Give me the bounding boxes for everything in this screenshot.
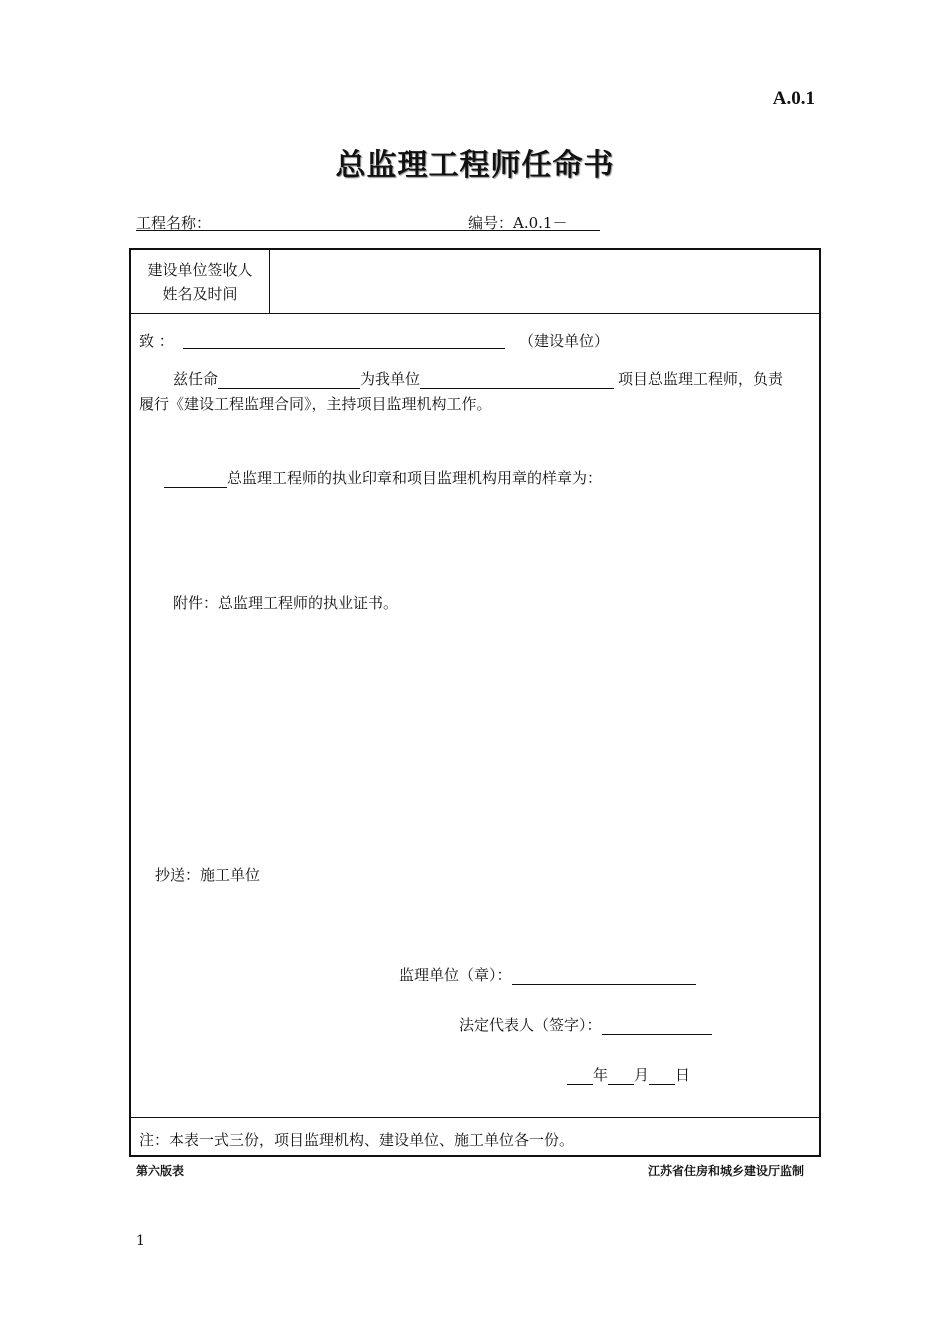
legal-rep-line	[459, 1014, 712, 1035]
note-divider	[131, 1117, 819, 1118]
day-field[interactable]	[649, 1066, 675, 1085]
month-field[interactable]	[608, 1066, 634, 1085]
signee-label-cell	[131, 250, 270, 314]
to-label: 致 ：	[139, 332, 174, 350]
day-label: 日	[675, 1066, 691, 1084]
note-text: 注：本表一式三份，项目监理机构、建设单位、施工单位各一份。	[139, 1131, 575, 1149]
legal-rep-label: 法定代表人（签字）：	[459, 1016, 602, 1034]
seal-text: 总监理工程师的执业印章和项目监理机构用章的样章为：	[227, 469, 603, 487]
seal-line	[164, 467, 602, 488]
appoint-mid: 为我单位	[360, 370, 421, 388]
signee-label-line1: 建设单位签收人	[147, 261, 253, 279]
page-title: 总监理工程师任命书	[335, 148, 615, 183]
project-name-label: 工程名称：	[136, 214, 212, 232]
to-field[interactable]	[183, 330, 505, 349]
row-divider	[131, 313, 819, 314]
signee-input-cell[interactable]	[271, 250, 821, 313]
seal-blank-field[interactable]	[164, 469, 227, 488]
appoint-line	[173, 368, 783, 389]
cc-text: 抄送：施工单位	[155, 866, 261, 884]
appoint-suffix: 项目总监理工程师，负责	[618, 370, 784, 388]
form-number-label: 编号：A.0.1－	[468, 214, 568, 232]
month-label: 月	[634, 1066, 650, 1084]
legal-rep-field[interactable]	[602, 1016, 712, 1035]
footer-edition: 第六版表	[136, 1164, 185, 1178]
form-number-field[interactable]	[468, 212, 600, 231]
appointee-field[interactable]	[218, 370, 360, 389]
page-number: 1	[136, 1233, 145, 1249]
project-field[interactable]	[420, 370, 614, 389]
header-row	[136, 212, 600, 231]
year-field[interactable]	[567, 1066, 593, 1085]
appoint-line2: 履行《建设工程监理合同》，主持项目监理机构工作。	[139, 395, 492, 413]
footer-issuer: 江苏省住房和城乡建设厅监制	[647, 1164, 804, 1178]
form-code: A.0.1	[772, 88, 815, 109]
supervisor-field[interactable]	[512, 966, 696, 985]
date-line	[567, 1064, 690, 1085]
supervisor-line	[399, 964, 696, 985]
year-label: 年	[593, 1066, 609, 1084]
to-suffix: （建设单位）	[519, 332, 610, 350]
supervisor-label: 监理单位（章）：	[399, 966, 512, 984]
appoint-prefix: 兹任命	[173, 370, 219, 388]
project-name-field[interactable]	[136, 212, 468, 231]
signee-label-line2: 姓名及时间	[162, 285, 238, 303]
attachment-text: 附件：总监理工程师的执业证书。	[173, 594, 399, 612]
form-frame	[129, 248, 821, 1157]
